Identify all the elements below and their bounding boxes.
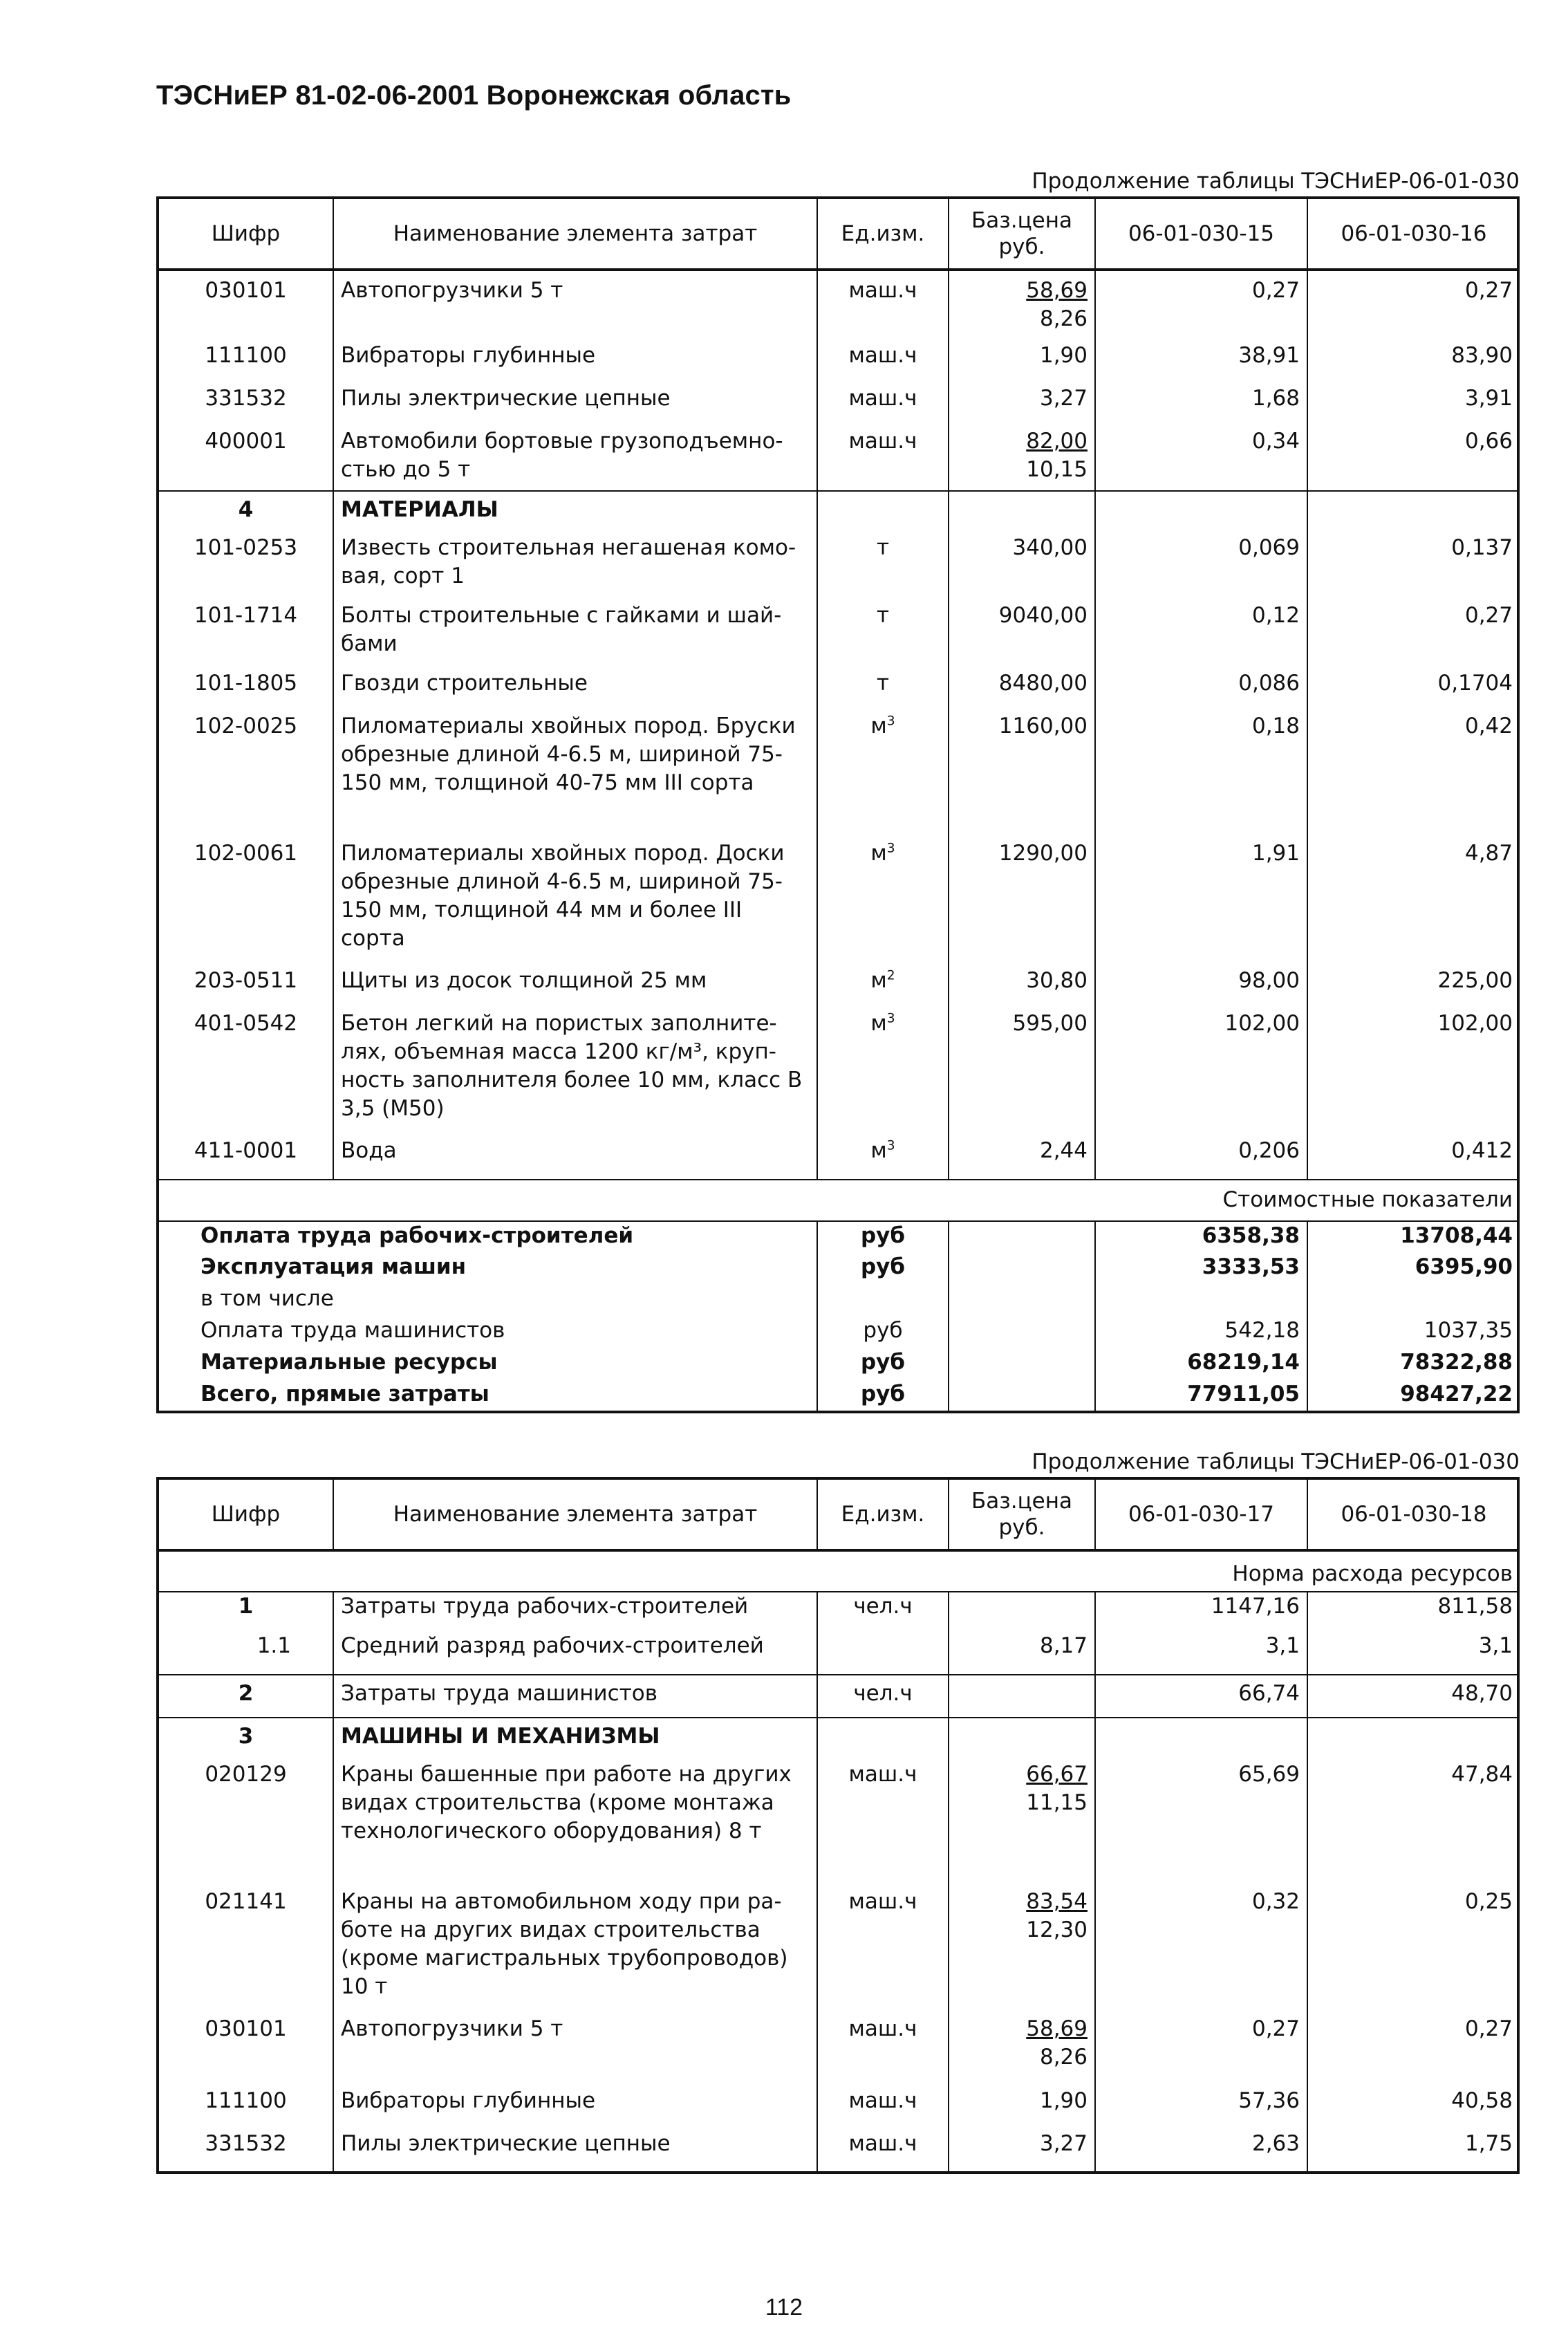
cell-price-main: 58,69 [1026, 2016, 1088, 2041]
header-price: Баз.цена руб. [949, 198, 1095, 270]
table2-frame [156, 1477, 1520, 2174]
cost-b: 13708,44 [1307, 1221, 1520, 1253]
cell-price: 1,90 [949, 2087, 1095, 2130]
cell-name: Автопогрузчики 5 т [333, 2015, 817, 2087]
unit-base: м [870, 1138, 887, 1163]
cell-a: 0,12 [1095, 602, 1307, 669]
cell-price: 8480,00 [949, 669, 1095, 712]
header-price: Баз.цена руб. [949, 1478, 1095, 1550]
cell-a: 0,27 [1095, 2015, 1307, 2087]
cost-a: 6358,38 [1095, 1221, 1307, 1253]
cell-price-machinist: 10,15 [1026, 457, 1088, 482]
cell-b: 0,27 [1307, 602, 1520, 669]
cell-unit: маш.ч [817, 342, 949, 384]
cost-name: Всего, прямые затраты [159, 1380, 817, 1412]
cell-a: 1,91 [1095, 839, 1307, 967]
cell-b: 0,137 [1307, 534, 1520, 602]
cell-name: Краны на автомобильном ходу при ра-боте на других видах строительства (кроме магистральных трубопроводов) 10 т [333, 1888, 817, 2015]
cost-a: 3333,53 [1095, 1253, 1307, 1285]
cell-name: Вибраторы глубинные [333, 2087, 817, 2130]
cell-name: Пиломатериалы хвойных пород. Бруски обрезные длиной 4-6.5 м, шириной 75-150 мм, толщиной 40-75 мм III сорта [333, 712, 817, 839]
cell-a: 1,68 [1095, 384, 1307, 427]
cost-unit: руб [817, 1253, 949, 1285]
cost-name: в том числе [200, 1286, 334, 1311]
cell-b: 102,00 [1307, 1010, 1520, 1137]
cell-name: Вода [333, 1137, 817, 1180]
cell-unit: т [817, 669, 949, 712]
cell-unit: маш.ч [817, 2015, 949, 2087]
cell-b: 0,412 [1307, 1137, 1520, 1180]
unit-base: м [870, 841, 887, 866]
cell-unit: маш.ч [817, 384, 949, 427]
unit-base: м [870, 1011, 887, 1036]
cell-name: Пилы электрические цепные [333, 2130, 817, 2173]
cell-unit: маш.ч [817, 427, 949, 491]
cell-b: 0,27 [1307, 2015, 1520, 2087]
unit-sup: 3 [886, 1138, 895, 1153]
cell-name: Пиломатериалы хвойных пород. Доски обрезные длиной 4-6.5 м, шириной 75-150 мм, толщиной 44 мм и более III сорта [333, 839, 817, 967]
table1-caption: Продолжение таблицы ТЭСНиЕР-06-01-030 [1032, 169, 1520, 194]
cell-code: 1.1 [256, 1633, 291, 1658]
cell-price-machinist: 8,26 [1039, 306, 1088, 331]
cell-a: 57,36 [1095, 2087, 1307, 2130]
section-code: 4 [159, 491, 333, 534]
cost-name: Эксплуатация машин [200, 1254, 467, 1279]
cost-b: 78322,88 [1307, 1348, 1520, 1380]
cell-code: 030101 [205, 278, 287, 303]
cell-a: 102,00 [1095, 1010, 1307, 1137]
cell-price: 1,90 [949, 342, 1095, 384]
cell-unit: маш.ч [817, 2087, 949, 2130]
cell-a: 0,206 [1095, 1137, 1307, 1180]
cell-b: 83,90 [1307, 342, 1520, 384]
cell-unit: чел.ч [817, 1675, 949, 1718]
cell-a: 1147,16 [1095, 1592, 1307, 1632]
cell-a: 0,32 [1095, 1888, 1307, 2015]
cell-code: 020129 [205, 1762, 287, 1787]
header-col-b: 06-01-030-18 [1307, 1478, 1520, 1550]
cell-name: Щиты из досок толщиной 25 мм [333, 967, 817, 1010]
cell-code: 1 [159, 1592, 333, 1632]
cell-b: 4,87 [1307, 839, 1520, 967]
cell-code: 203-0511 [194, 968, 298, 993]
unit-sup: 3 [886, 1011, 895, 1026]
cell-price-main: 58,69 [1026, 278, 1088, 303]
norm-heading: Норма расхода ресурсов [159, 1550, 1520, 1592]
header-name: Наименование элемента затрат [333, 198, 817, 270]
document-title: ТЭСНиЕР 81-02-06-2001 Воронежская область [156, 80, 792, 111]
cost-heading: Стоимостные показатели [159, 1180, 1520, 1221]
cell-code: 401-0542 [194, 1011, 298, 1036]
cell-a: 0,27 [1095, 270, 1307, 342]
cost-a: 77911,05 [1095, 1380, 1307, 1412]
cell-name: Автомобили бортовые грузоподъемно-стью до 5 т [333, 427, 817, 491]
cell-b: 811,58 [1307, 1592, 1520, 1632]
cost-name: Оплата труда машинистов [200, 1318, 505, 1343]
cell-b: 3,91 [1307, 384, 1520, 427]
cell-b: 40,58 [1307, 2087, 1520, 2130]
cell-b: 0,42 [1307, 712, 1520, 839]
section-name: МАТЕРИАЛЫ [333, 491, 817, 534]
cell-price: 30,80 [949, 967, 1095, 1010]
cell-price: 3,27 [949, 2130, 1095, 2173]
cell-price: 9040,00 [949, 602, 1095, 669]
cell-price: 1290,00 [949, 839, 1095, 967]
cost-b: 1037,35 [1307, 1317, 1520, 1348]
cell-b: 0,25 [1307, 1888, 1520, 2015]
cost-a: 68219,14 [1095, 1348, 1307, 1380]
table2-caption: Продолжение таблицы ТЭСНиЕР-06-01-030 [1032, 1449, 1520, 1474]
cell-code: 102-0025 [194, 714, 298, 738]
cost-unit: руб [817, 1348, 949, 1380]
cell-a: 98,00 [1095, 967, 1307, 1010]
cell-price: 2,44 [949, 1137, 1095, 1180]
cell-code: 101-1805 [194, 671, 298, 696]
cell-a: 0,18 [1095, 712, 1307, 839]
cell-name: Затраты труда машинистов [333, 1675, 817, 1718]
unit-base: м [870, 714, 887, 738]
cell-price-machinist: 12,30 [1026, 1917, 1088, 1942]
cost-name: Материальные ресурсы [200, 1350, 498, 1375]
cell-b: 225,00 [1307, 967, 1520, 1010]
cell-price-main: 66,67 [1026, 1762, 1088, 1787]
cell-a: 0,069 [1095, 534, 1307, 602]
cell-price-machinist: 8,26 [1039, 2045, 1088, 2070]
cell-code: 331532 [205, 386, 287, 411]
cell-code: 2 [159, 1675, 333, 1718]
unit-base: м [870, 968, 887, 993]
cell-name: Автопогрузчики 5 т [333, 270, 817, 342]
cell-b: 48,70 [1307, 1675, 1520, 1718]
header-col-a: 06-01-030-15 [1095, 198, 1307, 270]
cell-price: 340,00 [949, 534, 1095, 602]
header-code: Шифр [159, 1478, 333, 1550]
cost-unit: руб [817, 1317, 949, 1348]
section-code: 3 [159, 1718, 333, 1760]
header-unit: Ед.изм. [817, 198, 949, 270]
cell-code: 400001 [205, 429, 287, 454]
cell-name: Гвозди строительные [333, 669, 817, 712]
cell-a: 66,74 [1095, 1675, 1307, 1718]
cell-name: Средний разряд рабочих-строителей [333, 1632, 817, 1675]
cell-unit: т [817, 602, 949, 669]
cell-price-machinist: 11,15 [1026, 1790, 1088, 1815]
cell-name: Известь строительная негашеная комо-вая, сорт 1 [333, 534, 817, 602]
cell-a: 38,91 [1095, 342, 1307, 384]
cell-price: 3,27 [949, 384, 1095, 427]
cell-b: 0,66 [1307, 427, 1520, 491]
cell-unit: маш.ч [817, 1888, 949, 2015]
cell-price: 595,00 [949, 1010, 1095, 1137]
cost-unit: руб [817, 1380, 949, 1412]
unit-sup: 2 [886, 968, 895, 983]
cell-a: 3,1 [1095, 1632, 1307, 1675]
cost-a: 542,18 [1095, 1317, 1307, 1348]
cell-code: 102-0061 [194, 841, 298, 866]
cell-code: 101-1714 [194, 603, 298, 628]
cell-unit: маш.ч [817, 1760, 949, 1888]
cell-a: 0,086 [1095, 669, 1307, 712]
cell-unit: маш.ч [817, 270, 949, 342]
cell-b: 47,84 [1307, 1760, 1520, 1888]
cell-unit: т [817, 534, 949, 602]
cell-code: 101-0253 [194, 535, 298, 560]
header-col-b: 06-01-030-16 [1307, 198, 1520, 270]
cell-unit: чел.ч [817, 1592, 949, 1632]
header-name: Наименование элемента затрат [333, 1478, 817, 1550]
header-code: Шифр [159, 198, 333, 270]
cell-price-main: 82,00 [1026, 429, 1088, 454]
cell-name: Болты строительные с гайками и шай-бами [333, 602, 817, 669]
cell-unit: маш.ч [817, 2130, 949, 2173]
cell-code: 030101 [205, 2016, 287, 2041]
header-col-a: 06-01-030-17 [1095, 1478, 1307, 1550]
cell-code: 021141 [205, 1889, 287, 1914]
cell-a: 2,63 [1095, 2130, 1307, 2173]
cost-unit: руб [817, 1221, 949, 1253]
cell-b: 3,1 [1307, 1632, 1520, 1675]
unit-sup: 3 [886, 714, 895, 729]
cost-name: Оплата труда рабочих-строителей [159, 1221, 817, 1253]
cell-price: 8,17 [949, 1632, 1095, 1675]
cell-b: 1,75 [1307, 2130, 1520, 2173]
cost-b: 6395,90 [1307, 1253, 1520, 1285]
cell-name: Затраты труда рабочих-строителей [333, 1592, 817, 1632]
cell-name: Краны башенные при работе на других видах строительства (кроме монтажа технологического оборудования) 8 т [333, 1760, 817, 1888]
cell-name: Пилы электрические цепные [333, 384, 817, 427]
section-name: МАШИНЫ И МЕХАНИЗМЫ [333, 1718, 817, 1760]
cell-price-main: 83,54 [1026, 1889, 1088, 1914]
cell-b: 0,1704 [1307, 669, 1520, 712]
cost-b: 98427,22 [1307, 1380, 1520, 1412]
cell-name: Вибраторы глубинные [333, 342, 817, 384]
cell-price: 1160,00 [949, 712, 1095, 839]
cell-b: 0,27 [1307, 270, 1520, 342]
cell-code: 111100 [205, 2088, 287, 2113]
page-number: 112 [765, 2294, 803, 2321]
unit-sup: 3 [886, 841, 895, 856]
table1-frame [156, 196, 1520, 1413]
cell-code: 111100 [205, 343, 287, 368]
cell-a: 0,34 [1095, 427, 1307, 491]
cell-code: 331532 [159, 2130, 333, 2173]
cell-a: 65,69 [1095, 1760, 1307, 1888]
cell-code: 411-0001 [194, 1138, 298, 1163]
header-unit: Ед.изм. [817, 1478, 949, 1550]
cell-name: Бетон легкий на пористых заполните-лях, объемная масса 1200 кг/м³, круп-ность заполнителя более 10 мм, класс В 3,5 (М50) [333, 1010, 817, 1137]
